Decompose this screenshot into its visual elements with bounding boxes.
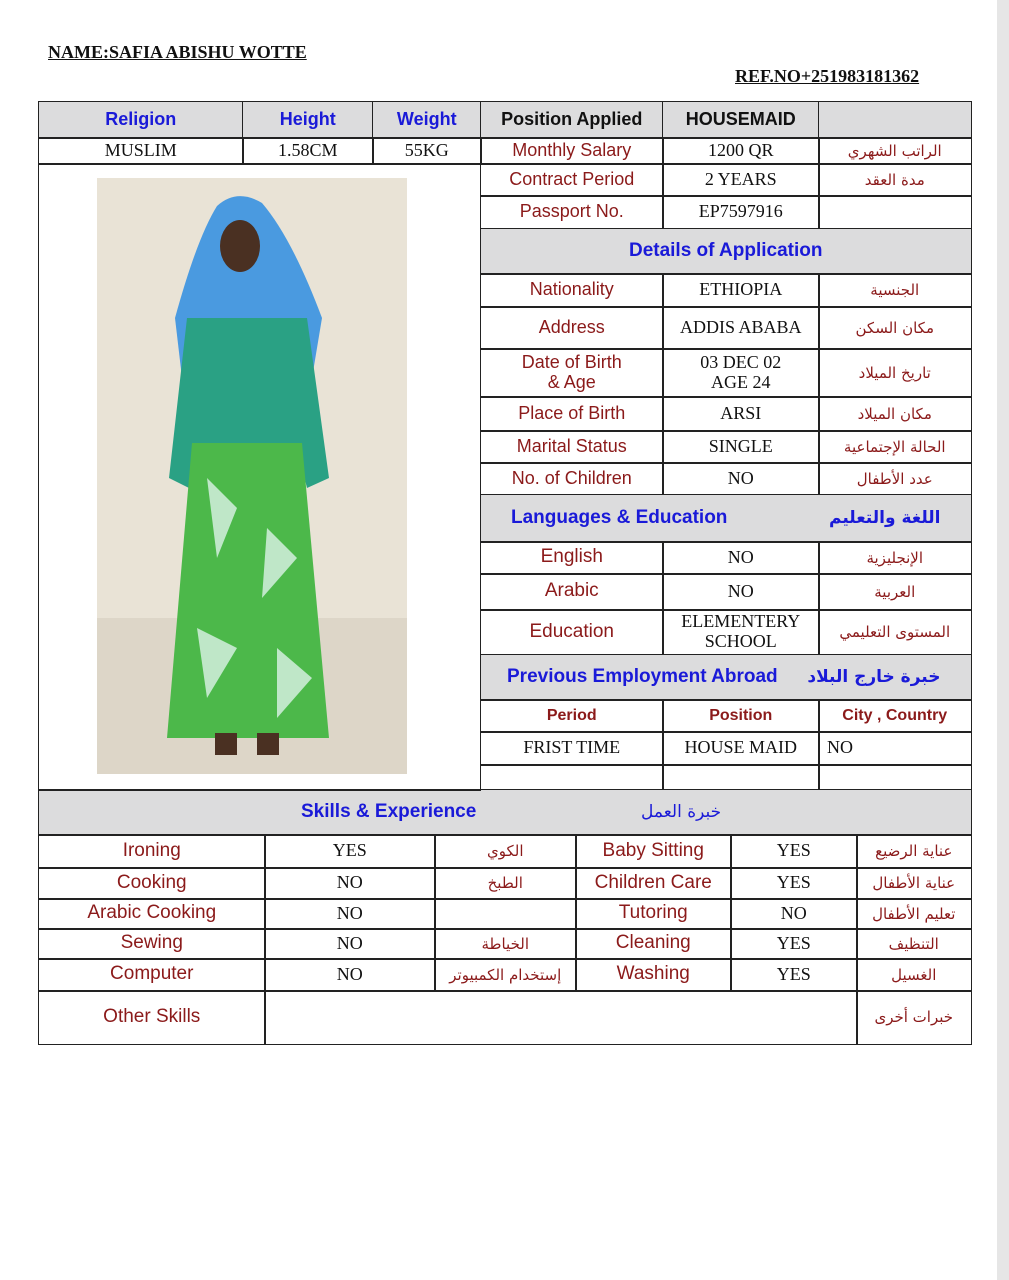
field-label-arabic bbox=[818, 195, 972, 230]
skill-value: YES bbox=[264, 834, 436, 869]
field-label: Date of Birth & Age bbox=[480, 348, 664, 398]
skill-value: NO bbox=[264, 867, 436, 900]
field-label: No. of Children bbox=[480, 462, 664, 496]
page-edge bbox=[997, 0, 1009, 1280]
position-label: Position Applied bbox=[480, 101, 664, 139]
language-label: Education bbox=[480, 609, 664, 656]
employment-column-header: Period bbox=[480, 699, 664, 733]
height-header: Height bbox=[242, 101, 374, 139]
position-arabic bbox=[818, 101, 972, 139]
skill-label-arabic: تعليم الأطفال bbox=[856, 898, 972, 930]
field-label-arabic: الراتب الشهري bbox=[818, 137, 972, 165]
skill-value: NO bbox=[264, 958, 436, 992]
field-value: ARSI bbox=[662, 396, 820, 432]
field-label: Nationality bbox=[480, 273, 664, 308]
skill-label: Cleaning bbox=[575, 928, 732, 960]
other-skills-label: Other Skills bbox=[38, 990, 266, 1045]
language-label: Arabic bbox=[480, 573, 664, 611]
field-label-arabic: الجنسية bbox=[818, 273, 972, 308]
field-label: Monthly Salary bbox=[480, 137, 664, 165]
field-label-arabic: تاريخ الميلاد bbox=[818, 348, 972, 398]
other-skills-value bbox=[264, 990, 858, 1045]
field-value: EP7597916 bbox=[662, 195, 820, 230]
details-section-header: Details of Application bbox=[480, 228, 972, 275]
employment-empty-cell bbox=[480, 764, 664, 791]
field-value: 1200 QR bbox=[662, 137, 820, 165]
field-label: Marital Status bbox=[480, 430, 664, 464]
skill-label: Washing bbox=[575, 958, 732, 992]
language-label-arabic: الإنجليزية bbox=[818, 541, 972, 575]
weight-value: 55KG bbox=[372, 137, 482, 165]
field-value: 2 YEARS bbox=[662, 163, 820, 197]
field-value: NO bbox=[662, 462, 820, 496]
field-value: ADDIS ABABA bbox=[662, 306, 820, 350]
employment-column-header: City , Country bbox=[818, 699, 972, 733]
skill-label: Computer bbox=[38, 958, 266, 992]
skill-value: YES bbox=[730, 834, 858, 869]
skills-title-arabic: خبرة العمل bbox=[641, 801, 722, 822]
skill-label-arabic: الطبخ bbox=[434, 867, 577, 900]
skill-label-arabic: الغسيل bbox=[856, 958, 972, 992]
language-value: ELEMENTERY SCHOOL bbox=[662, 609, 820, 656]
skill-label-arabic: الكوي bbox=[434, 834, 577, 869]
position-value: HOUSEMAID bbox=[662, 101, 820, 139]
field-label: Passport No. bbox=[480, 195, 664, 230]
language-label-arabic: المستوى التعليمي bbox=[818, 609, 972, 656]
field-label: Contract Period bbox=[480, 163, 664, 197]
field-value: ETHIOPIA bbox=[662, 273, 820, 308]
language-value: NO bbox=[662, 541, 820, 575]
skill-label: Tutoring bbox=[575, 898, 732, 930]
employment-cell: NO bbox=[818, 731, 972, 766]
language-label-arabic: العربية bbox=[818, 573, 972, 611]
skill-label-arabic: التنظيف bbox=[856, 928, 972, 960]
skills-section-header bbox=[38, 789, 972, 836]
field-label-arabic: مكان الميلاد bbox=[818, 396, 972, 432]
field-label: Place of Birth bbox=[480, 396, 664, 432]
skill-label: Baby Sitting bbox=[575, 834, 732, 869]
skill-label-arabic: إستخدام الكمبيوتر bbox=[434, 958, 577, 992]
language-label: English bbox=[480, 541, 664, 575]
skill-value: NO bbox=[730, 898, 858, 930]
employment-cell: FRIST TIME bbox=[480, 731, 664, 766]
religion-header: Religion bbox=[38, 101, 244, 139]
skill-value: YES bbox=[730, 867, 858, 900]
employment-empty-cell bbox=[662, 764, 820, 791]
field-label-arabic: مدة العقد bbox=[818, 163, 972, 197]
field-value: SINGLE bbox=[662, 430, 820, 464]
language-value: NO bbox=[662, 573, 820, 611]
field-label-arabic: عدد الأطفال bbox=[818, 462, 972, 496]
skills-title: Skills & Experience bbox=[301, 800, 477, 822]
employment-title: Previous Employment Abroad bbox=[507, 665, 778, 687]
skill-label: Cooking bbox=[38, 867, 266, 900]
field-label-arabic: مكان السكن bbox=[818, 306, 972, 350]
skill-value: YES bbox=[730, 928, 858, 960]
weight-header: Weight bbox=[372, 101, 482, 139]
other-skills-label-arabic: خبرات أخرى bbox=[856, 990, 972, 1045]
reference-number: REF.NO+251983181362 bbox=[735, 66, 920, 86]
skill-value: NO bbox=[264, 898, 436, 930]
languages-title-arabic: اللغة والتعليم bbox=[829, 507, 941, 528]
skill-label-arabic: عناية الأطفال bbox=[856, 867, 972, 900]
employment-column-header: Position bbox=[662, 699, 820, 733]
languages-section-header bbox=[480, 494, 972, 543]
skill-label: Sewing bbox=[38, 928, 266, 960]
religion-value: MUSLIM bbox=[38, 137, 244, 165]
height-value: 1.58CM bbox=[242, 137, 374, 165]
skill-label: Arabic Cooking bbox=[38, 898, 266, 930]
skill-label: Children Care bbox=[575, 867, 732, 900]
employment-section-header bbox=[480, 654, 972, 701]
field-value: 03 DEC 02 AGE 24 bbox=[662, 348, 820, 398]
employment-title-arabic: خبرة خارج البلاد bbox=[807, 666, 941, 687]
applicant-name: NAME:SAFIA ABISHU WOTTE bbox=[48, 42, 307, 62]
skill-value: NO bbox=[264, 928, 436, 960]
languages-title: Languages & Education bbox=[511, 506, 728, 528]
employment-cell: HOUSE MAID bbox=[662, 731, 820, 766]
field-label: Address bbox=[480, 306, 664, 350]
photo-cell bbox=[38, 163, 481, 791]
skill-label-arabic: الخياطة bbox=[434, 928, 577, 960]
employment-empty-cell bbox=[818, 764, 972, 791]
field-label-arabic: الحالة الإجتماعية bbox=[818, 430, 972, 464]
applicant-photo bbox=[97, 178, 407, 774]
skill-label-arabic: عناية الرضيع bbox=[856, 834, 972, 869]
skill-label: Ironing bbox=[38, 834, 266, 869]
skill-label-arabic bbox=[434, 898, 577, 930]
skill-value: YES bbox=[730, 958, 858, 992]
